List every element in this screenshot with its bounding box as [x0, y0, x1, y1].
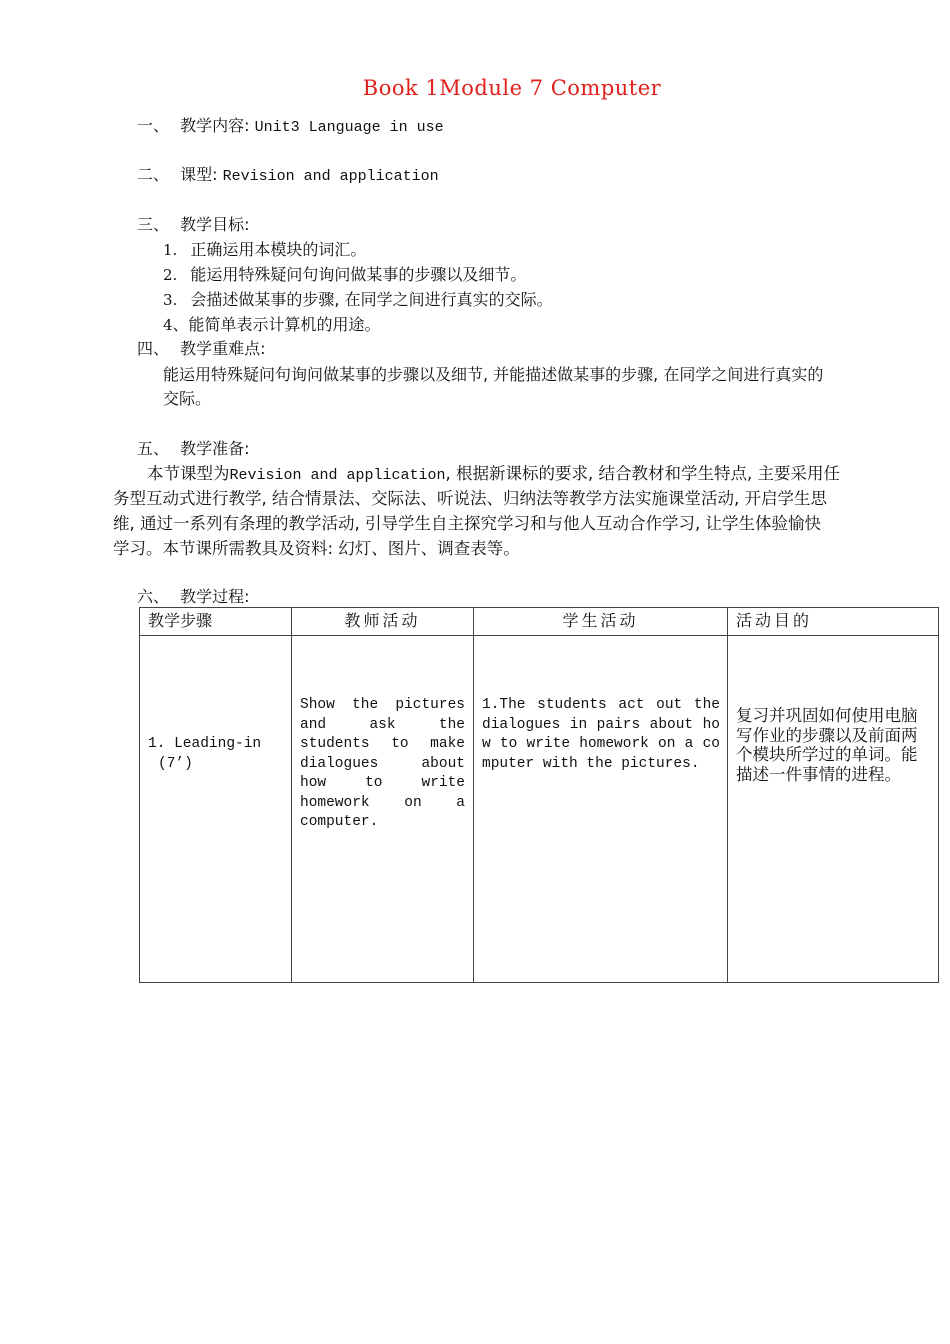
section-4-heading [137, 339, 266, 359]
activity-purpose: 复习并巩固如何使用电脑写作业的步骤以及前面两个模块所学过的单词。能描述一件事情的进程。 [736, 706, 918, 784]
section-value: Revision and application [222, 168, 439, 185]
section-5-heading [137, 439, 250, 459]
table-header-row [140, 608, 939, 636]
goal-text: 会描述做某事的步骤, 在同学之间进行真实的交际。 [190, 290, 553, 309]
section-2 [137, 165, 439, 187]
goal-number: 2. [163, 266, 178, 284]
goal-text: 正确运用本模块的词汇。 [190, 240, 367, 259]
section-3-heading [137, 215, 250, 235]
student-activity: 1.The students act out the dialogues in pairs about how to write homework on a computer with the pictures. [482, 697, 720, 772]
student-cell [474, 636, 728, 983]
prep-paragraph-line: 维, 通过一系列有条理的教学活动, 引导学生自主探究学习和与他人互动合作学习, 让学生体验愉快 [113, 514, 821, 533]
goal-number: 1. [163, 241, 178, 259]
goal-item [163, 290, 553, 310]
purpose-cell [728, 636, 939, 983]
prep-rest: , 根据新课标的要求, 结合教材和学生特点, 主要采用任 [445, 464, 841, 483]
section-label: 教学内容: [180, 116, 250, 135]
section-number: 三、 [137, 215, 170, 234]
page-title: Book 1Module 7 Computer [362, 76, 662, 100]
goal-text: 、能简单表示计算机的用途。 [172, 315, 381, 334]
section-value: Unit3 Language in use [254, 119, 444, 136]
key-points-line: 能运用特殊疑问句询问做某事的步骤以及细节, 并能描述做某事的步骤, 在同学之间进行真实的 [163, 365, 824, 384]
step-cell [140, 636, 292, 983]
prep-paragraph-line: 务型互动式进行教学, 结合情景法、交际法、听说法、归纳法等教学方法实施课堂活动, 开启学生思 [113, 489, 827, 508]
teacher-cell [292, 636, 474, 983]
prep-term: Revision and application [229, 467, 446, 484]
goal-text: 能运用特殊疑问句询问做某事的步骤以及细节。 [190, 265, 527, 284]
section-number: 二、 [137, 165, 170, 184]
goal-number: 4 [163, 316, 173, 334]
key-points-line: 交际。 [163, 389, 212, 408]
section-number: 一、 [137, 116, 170, 135]
step-name: 1. Leading-in [148, 736, 262, 752]
goal-item [163, 315, 381, 335]
prep-paragraph-line [147, 464, 840, 486]
section-number: 六、 [137, 587, 170, 606]
section-label: 教学过程: [180, 587, 250, 606]
step-time: (7’) [158, 755, 193, 772]
table-row [140, 636, 939, 983]
goal-item [163, 265, 526, 285]
prep-prefix: 本节课型为 [147, 464, 230, 483]
section-number: 四、 [137, 339, 170, 358]
header-teacher: 教师活动 [292, 608, 474, 636]
prep-paragraph-line: 学习。本节课所需教具及资料: 幻灯、图片、调查表等。 [113, 539, 520, 558]
section-1 [137, 116, 444, 138]
header-step: 教学步骤 [140, 608, 292, 636]
process-table [139, 607, 939, 983]
teacher-activity: Show the pictures and ask the students to make dialogues about how to write homework on a computer. [300, 697, 465, 830]
goal-item [163, 240, 366, 260]
section-label: 课型: [180, 165, 218, 184]
section-label: 教学目标: [180, 215, 250, 234]
section-6-heading [137, 587, 250, 607]
section-number: 五、 [137, 439, 170, 458]
section-label: 教学准备: [180, 439, 250, 458]
header-student: 学生活动 [474, 608, 728, 636]
header-purpose: 活动目的 [728, 608, 939, 636]
section-label: 教学重难点: [180, 339, 266, 358]
goal-number: 3. [163, 291, 178, 309]
